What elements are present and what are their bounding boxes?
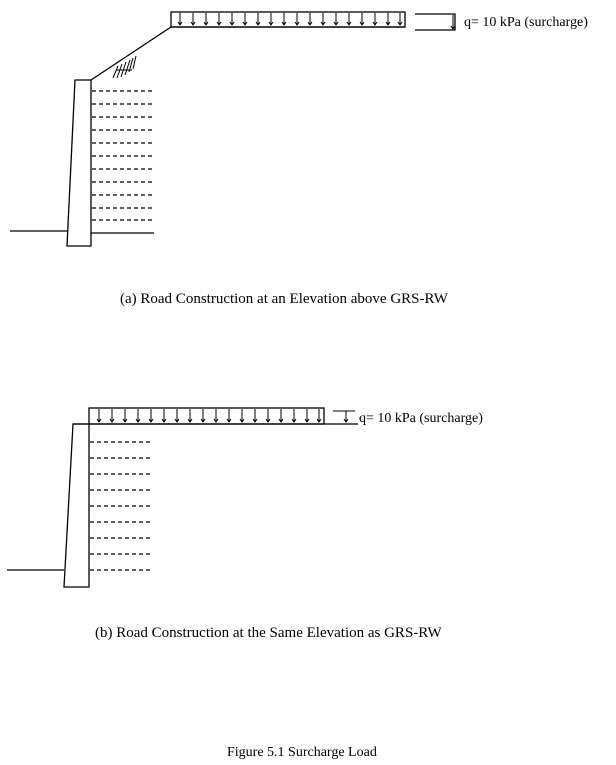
magnitude-indicator-b <box>333 411 355 422</box>
backfill-slope-a <box>91 27 405 80</box>
surcharge-load-a <box>171 12 405 27</box>
load-label-b: q= 10 kPa (surcharge) <box>359 411 483 426</box>
surcharge-load-b <box>89 408 324 424</box>
retaining-wall-a <box>67 80 91 246</box>
diagram-b <box>7 408 358 587</box>
caption-b: (b) Road Construction at the Same Elevation as GRS-RW <box>95 625 442 641</box>
reinforcement-layers-b <box>90 442 152 570</box>
retaining-wall-b <box>64 424 89 587</box>
diagram-a <box>10 12 455 246</box>
reinforcement-layers-a <box>92 91 155 220</box>
figure-caption: Figure 5.1 Surcharge Load <box>227 745 377 760</box>
load-label-a: q= 10 kPa (surcharge) <box>464 15 588 30</box>
slope-hatching-a <box>113 56 136 78</box>
magnitude-indicator-a <box>415 14 455 30</box>
caption-a: (a) Road Construction at an Elevation above GRS-RW <box>120 291 448 307</box>
